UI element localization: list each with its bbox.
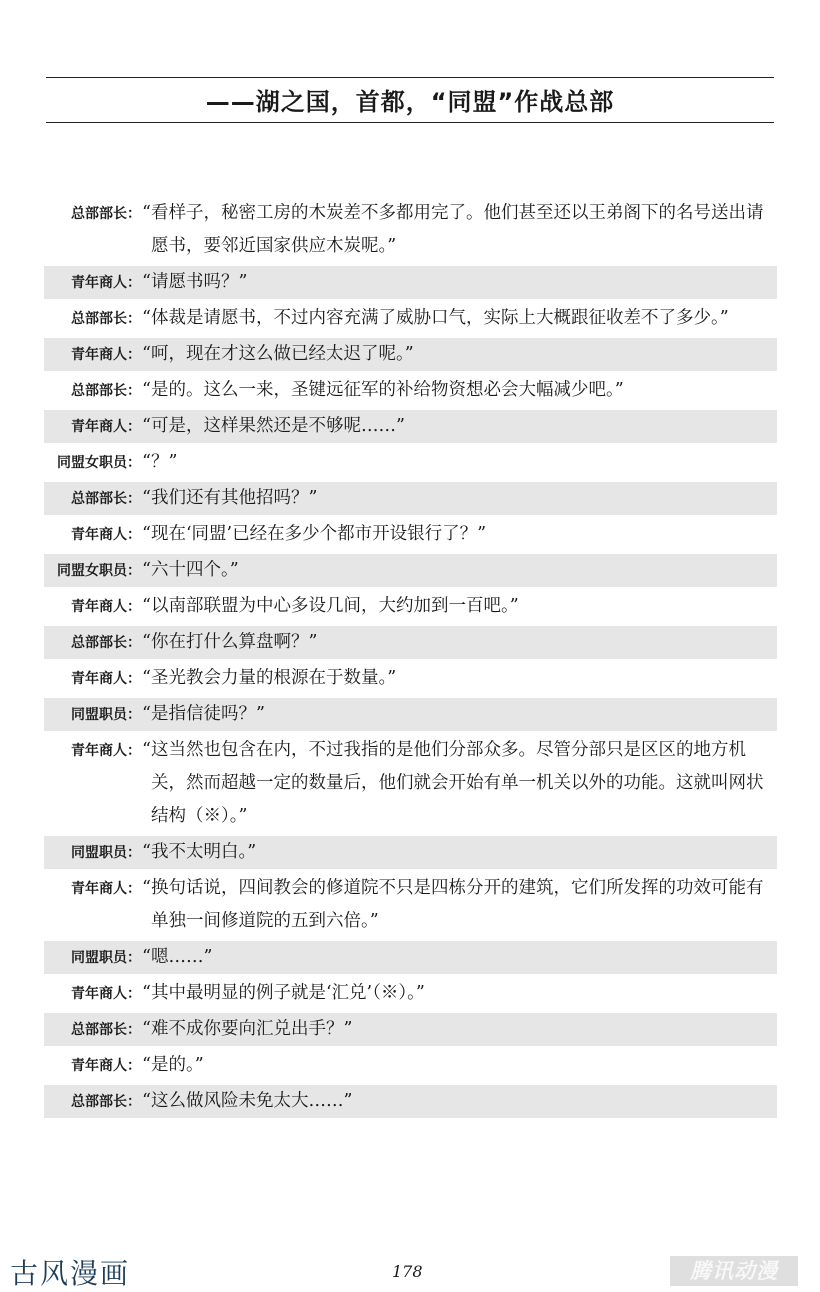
speaker-label: 青年商人：	[71, 671, 141, 687]
section-heading: ——湖之国，首都，“同盟”作战总部	[205, 88, 615, 116]
speaker-label: 青年商人：	[71, 599, 141, 615]
dialogue-row	[44, 1049, 777, 1082]
speaker-label: 青年商人：	[71, 347, 141, 363]
dialogue-text: “看样子，秘密工房的木炭差不多都用完了。他们甚至还以王弟阁下的名号送出请愿书，要邻近国家供应木炭呢。”	[142, 203, 764, 256]
dialogue-text: “六十四个。”	[142, 560, 239, 580]
dialogue-text: “换句话说，四间教会的修道院不只是四栋分开的建筑，它们所发挥的功效可能有单独一间修道院的五到六倍。”	[142, 878, 764, 931]
dialogue-row	[44, 662, 777, 695]
page-number: 178	[392, 1262, 423, 1281]
dialogue-row	[44, 410, 777, 443]
speaker-label: 青年商人：	[71, 419, 141, 435]
dialogue-text: “我不太明白。”	[142, 842, 257, 862]
dialogue-row	[44, 590, 777, 623]
dialogue-list	[44, 197, 777, 1121]
dialogue-row	[44, 698, 777, 731]
watermark-logo: 腾讯动漫	[670, 1256, 798, 1286]
speaker-label: 总部部长：	[71, 491, 141, 507]
top-rule	[46, 77, 774, 78]
speaker-label: 同盟职员：	[71, 845, 141, 861]
site-logo: 古风漫画	[10, 1257, 131, 1290]
dialogue-row	[44, 836, 777, 869]
dialogue-row	[44, 872, 777, 938]
dialogue-text: “现在‘同盟’已经在多少个都市开设银行了？”	[142, 524, 487, 544]
bottom-rule	[46, 122, 774, 123]
speaker-label: 总部部长：	[71, 206, 141, 222]
dialogue-row	[44, 266, 777, 299]
dialogue-text: “嗯……”	[142, 947, 213, 967]
dialogue-row	[44, 1013, 777, 1046]
dialogue-row	[44, 734, 777, 833]
speaker-label: 同盟女职员：	[57, 563, 141, 579]
speaker-label: 总部部长：	[71, 311, 141, 327]
dialogue-row	[44, 482, 777, 515]
dialogue-row	[44, 941, 777, 974]
dialogue-row	[44, 446, 777, 479]
speaker-label: 青年商人：	[71, 527, 141, 543]
dialogue-text: “我们还有其他招吗？”	[142, 488, 318, 508]
dialogue-text: “难不成你要向汇兑出手？”	[142, 1019, 353, 1039]
dialogue-row	[44, 374, 777, 407]
speaker-label: 青年商人：	[71, 275, 141, 291]
speaker-label: 总部部长：	[71, 635, 141, 651]
speaker-label: 青年商人：	[71, 986, 141, 1002]
speaker-label: 青年商人：	[71, 743, 141, 759]
dialogue-text: “可是，这样果然还是不够呢……”	[142, 416, 405, 436]
dialogue-row	[44, 197, 777, 263]
dialogue-row	[44, 554, 777, 587]
speaker-label: 总部部长：	[71, 1022, 141, 1038]
dialogue-text: “呵，现在才这么做已经太迟了呢。”	[142, 344, 414, 364]
dialogue-row	[44, 1085, 777, 1118]
speaker-label: 青年商人：	[71, 1058, 141, 1074]
dialogue-text: “体裁是请愿书，不过内容充满了威胁口气，实际上大概跟征收差不了多少。”	[142, 308, 729, 328]
speaker-label: 同盟职员：	[71, 950, 141, 966]
dialogue-text: “是的。这么一来，圣键远征军的补给物资想必会大幅减少吧。”	[142, 380, 624, 400]
dialogue-row	[44, 977, 777, 1010]
dialogue-text: “这么做风险未免太大……”	[142, 1091, 353, 1111]
dialogue-row	[44, 338, 777, 371]
dialogue-row	[44, 626, 777, 659]
speaker-label: 同盟职员：	[71, 707, 141, 723]
dialogue-text: “是指信徒吗？”	[142, 704, 265, 724]
dialogue-text: “其中最明显的例子就是‘汇兑’（※）。”	[142, 983, 425, 1003]
dialogue-text: “这当然也包含在内，不过我指的是他们分部众多。尽管分部只是区区的地方机关，然而超越一定的数量后，他们就会开始有单一机关以外的功能。这就叫网状结构（※）。”	[142, 740, 764, 826]
speaker-label: 青年商人：	[71, 881, 141, 897]
speaker-label: 总部部长：	[71, 1094, 141, 1110]
dialogue-row	[44, 518, 777, 551]
dialogue-text: “圣光教会力量的根源在于数量。”	[142, 668, 397, 688]
dialogue-text: “？”	[142, 452, 178, 472]
dialogue-text: “是的。”	[142, 1055, 204, 1075]
dialogue-row	[44, 302, 777, 335]
speaker-label: 同盟女职员：	[57, 455, 141, 471]
dialogue-text: “你在打什么算盘啊？”	[142, 632, 318, 652]
speaker-label: 总部部长：	[71, 383, 141, 399]
dialogue-text: “以南部联盟为中心多设几间，大约加到一百吧。”	[142, 596, 519, 616]
dialogue-text: “请愿书吗？”	[142, 272, 248, 292]
